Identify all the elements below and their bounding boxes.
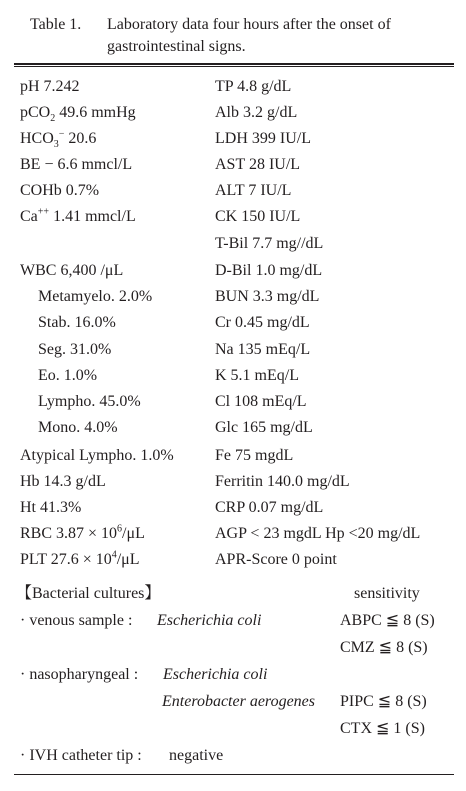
lab-rbc: RBC $3.87 \times 10^6/\mu L$	[20, 523, 145, 542]
lab-crp: CRP 0.07 mg/dL	[215, 499, 324, 516]
lab-plt: PLT $27.6 \times 10^4/\mu L$	[20, 549, 140, 568]
lab-alb: Alb 3.2 g/dL	[215, 104, 298, 121]
top-rule	[14, 63, 454, 65]
lab-ph: pH 7.242	[20, 78, 80, 95]
naso-organism-2: Enterobacter aerogenes	[162, 693, 315, 710]
lab-wbc: WBC 6,400 /μL	[20, 262, 124, 279]
lab-apr-score: APR-Score 0 point	[215, 551, 337, 568]
lab-fe: Fe 75 mgdL	[215, 447, 294, 464]
lab-tbil: T-Bil 7.7 mg//dL	[215, 235, 324, 252]
lab-seg: Seg. 31.0%	[38, 341, 112, 358]
lab-agp-hp: AGP < 23 mgdL Hp <20 mg/dL	[215, 525, 421, 542]
lab-cl: Cl 108 mEq/L	[215, 393, 307, 410]
lab-ht: Ht 41.3%	[20, 499, 82, 516]
lab-hco3: $HCO_3^-$ 20.6	[20, 128, 97, 151]
lab-pco2: pCO$_2$ 49.6 mmHg	[20, 104, 136, 125]
lab-eo: Eo. 1.0%	[38, 367, 98, 384]
lab-atypical-lympho: Atypical Lympho. 1.0%	[20, 447, 174, 464]
lab-glc: Glc 165 mg/dL	[215, 419, 313, 436]
lab-dbil: D-Bil 1.0 mg/dL	[215, 262, 323, 279]
lab-alt: ALT 7 IU/L	[215, 182, 292, 199]
table-caption-text: Laboratory data four hours after the onset of gastrointestinal signs.	[107, 16, 391, 55]
lab-na: Na 135 mEq/L	[215, 341, 311, 358]
pipc-sensitivity: PIPC ≦ 8 (S)	[340, 693, 427, 710]
lab-cr: Cr 0.45 mg/dL	[215, 314, 310, 331]
lab-bun: BUN 3.3 mg/dL	[215, 288, 320, 305]
lab-ferritin: Ferritin 140.0 mg/dL	[215, 473, 350, 490]
lab-ldh: LDH 399 IU/L	[215, 130, 311, 147]
ivh-catheter-label: · IVH catheter tip :	[20, 747, 142, 764]
lab-be: BE − 6.6 mmcl/L	[20, 156, 133, 173]
lab-cohb: COHb 0.7%	[20, 182, 100, 199]
lab-k: K 5.1 mEq/L	[215, 367, 299, 384]
sensitivity-heading: sensitivity	[354, 585, 420, 602]
lab-ast: AST 28 IU/L	[215, 156, 301, 173]
bottom-rule	[14, 774, 454, 775]
venous-sample-label: · venous sample :	[20, 612, 133, 629]
table-number: Table 1.	[30, 16, 82, 33]
lab-hb: Hb 14.3 g/dL	[20, 473, 106, 490]
lab-metamyelo: Metamyelo. 2.0%	[38, 288, 153, 305]
lab-ck: CK 150 IU/L	[215, 208, 301, 225]
naso-organism-1: Escherichia coli	[163, 666, 268, 683]
lab-mono: Mono. 4.0%	[38, 419, 118, 436]
abpc-sensitivity: ABPC ≦ 8 (S)	[340, 612, 435, 629]
cultures-heading: 【Bacterial cultures】	[16, 585, 161, 602]
lab-stab: Stab. 16.0%	[38, 314, 116, 331]
cmz-sensitivity: CMZ ≦ 8 (S)	[340, 639, 428, 656]
venous-organism: Escherichia coli	[157, 612, 262, 629]
nasopharyngeal-label: · nasopharyngeal :	[20, 666, 139, 683]
lab-tp: TP 4.8 g/dL	[215, 78, 292, 95]
top-rule-thin	[14, 66, 454, 67]
ivh-catheter-result: negative	[169, 747, 224, 764]
lab-lympho: Lympho. 45.0%	[38, 393, 141, 410]
lab-ca: Ca++ 1.41 mmcl/L	[20, 206, 136, 225]
ctx-sensitivity: CTX ≦ 1 (S)	[340, 720, 425, 737]
